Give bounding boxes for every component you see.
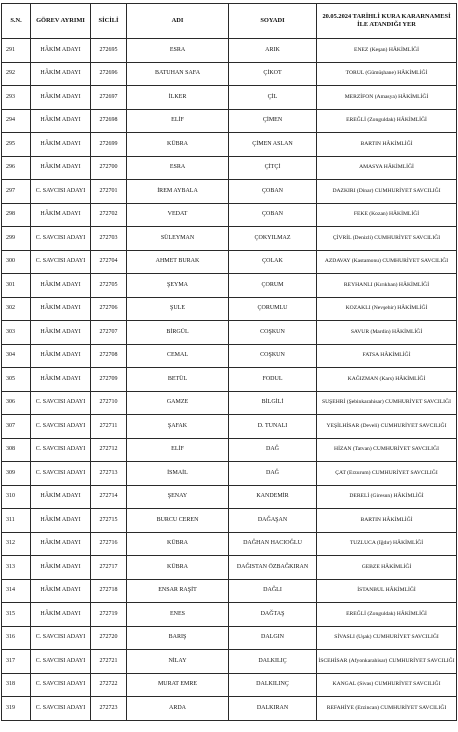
cell-registry: 272716: [91, 532, 127, 556]
cell-registry: 272713: [91, 462, 127, 486]
table-row: [2, 133, 457, 157]
table-row: [2, 626, 457, 650]
cell-role: HÂKİM ADAYI: [31, 485, 91, 509]
cell-assigned-place: TUZLUCA (Iğdır) HÂKİMLİĞİ: [317, 532, 457, 556]
cell-assigned-place: KAĞIZMAN (Kars) HÂKİMLİĞİ: [317, 368, 457, 392]
cell-name: MURAT EMRE: [127, 673, 229, 697]
cell-sn: 294: [2, 109, 31, 133]
table-row: [2, 438, 457, 462]
cell-role: HÂKİM ADAYI: [31, 321, 91, 345]
cell-surname: ÇİKOT: [229, 62, 317, 86]
table-row: [2, 156, 457, 180]
cell-role: HÂKİM ADAYI: [31, 368, 91, 392]
table-row: [2, 532, 457, 556]
cell-sn: 292: [2, 62, 31, 86]
cell-sn: 311: [2, 509, 31, 533]
cell-registry: 272715: [91, 509, 127, 533]
cell-surname: DAĞTAŞ: [229, 603, 317, 627]
cell-assigned-place: ÇAT (Erzurum) CUMHURİYET SAVCILIĞI: [317, 462, 457, 486]
cell-sn: 307: [2, 415, 31, 439]
header-role: GÖREV AYRIMI: [31, 4, 91, 39]
cell-role: C. SAVCISI ADAYI: [31, 462, 91, 486]
cell-name: İLKER: [127, 86, 229, 110]
cell-name: ELİF: [127, 438, 229, 462]
header-registry: SİCİLİ: [91, 4, 127, 39]
cell-surname: DAĞ: [229, 438, 317, 462]
header-surname: SOYADI: [229, 4, 317, 39]
cell-registry: 272722: [91, 673, 127, 697]
cell-surname: ÇORUMLU: [229, 297, 317, 321]
cell-registry: 272709: [91, 368, 127, 392]
cell-sn: 305: [2, 368, 31, 392]
cell-assigned-place: İSTANBUL HÂKİMLİĞİ: [317, 579, 457, 603]
cell-sn: 300: [2, 250, 31, 274]
cell-assigned-place: BARTIN HÂKİMLİĞİ: [317, 133, 457, 157]
cell-role: HÂKİM ADAYI: [31, 274, 91, 298]
cell-surname: DAĞISTAN ÖZBAĞKIRAN: [229, 556, 317, 580]
table-row: [2, 697, 457, 721]
cell-surname: D. TUNALI: [229, 415, 317, 439]
cell-surname: ÇİMEN: [229, 109, 317, 133]
assignment-table: [1, 3, 457, 721]
table-row: [2, 462, 457, 486]
cell-registry: 272704: [91, 250, 127, 274]
cell-registry: 272723: [91, 697, 127, 721]
cell-assigned-place: ENEZ (Keşan) HÂKİMLİĞİ: [317, 39, 457, 63]
cell-surname: DALKILINÇ: [229, 673, 317, 697]
table-row: [2, 297, 457, 321]
cell-sn: 316: [2, 626, 31, 650]
cell-surname: COŞKUN: [229, 321, 317, 345]
cell-name: ENSAR RAŞİT: [127, 579, 229, 603]
cell-registry: 272706: [91, 297, 127, 321]
cell-name: İSMAİL: [127, 462, 229, 486]
cell-sn: 299: [2, 227, 31, 251]
cell-assigned-place: İSCEHİSAR (Afyonkarahisar) CUMHURİYET SAVCILIĞI: [317, 650, 457, 674]
table-row: [2, 368, 457, 392]
cell-surname: ÇİTÇİ: [229, 156, 317, 180]
cell-role: C. SAVCISI ADAYI: [31, 227, 91, 251]
cell-surname: ÇOBAN: [229, 203, 317, 227]
cell-sn: 301: [2, 274, 31, 298]
cell-name: ESRA: [127, 156, 229, 180]
cell-registry: 272699: [91, 133, 127, 157]
cell-sn: 298: [2, 203, 31, 227]
cell-role: HÂKİM ADAYI: [31, 39, 91, 63]
cell-name: KÜBRA: [127, 532, 229, 556]
cell-name: BATUHAN SAFA: [127, 62, 229, 86]
cell-surname: ÇOKYILMAZ: [229, 227, 317, 251]
cell-registry: 272712: [91, 438, 127, 462]
cell-registry: 272703: [91, 227, 127, 251]
cell-sn: 313: [2, 556, 31, 580]
cell-role: C. SAVCISI ADAYI: [31, 626, 91, 650]
table-row: [2, 109, 457, 133]
cell-name: BURCU CEREN: [127, 509, 229, 533]
cell-role: HÂKİM ADAYI: [31, 109, 91, 133]
cell-name: ESRA: [127, 39, 229, 63]
cell-assigned-place: EREĞLİ (Zonguldak) HÂKİMLİĞİ: [317, 603, 457, 627]
header-sn: S.N.: [2, 4, 31, 39]
cell-surname: DAĞAŞAN: [229, 509, 317, 533]
cell-sn: 295: [2, 133, 31, 157]
cell-registry: 272718: [91, 579, 127, 603]
cell-registry: 272721: [91, 650, 127, 674]
cell-assigned-place: SİVASLI (Uşak) CUMHURİYET SAVCILIĞI: [317, 626, 457, 650]
cell-role: C. SAVCISI ADAYI: [31, 415, 91, 439]
cell-name: BİRGÜL: [127, 321, 229, 345]
cell-assigned-place: KANGAL (Sivas) CUMHURİYET SAVCILIĞI: [317, 673, 457, 697]
cell-assigned-place: AZDAVAY (Kastamonu) CUMHURİYET SAVCILIĞI: [317, 250, 457, 274]
table-row: [2, 274, 457, 298]
cell-registry: 272710: [91, 391, 127, 415]
cell-registry: 272701: [91, 180, 127, 204]
cell-name: CEMAL: [127, 344, 229, 368]
cell-sn: 312: [2, 532, 31, 556]
cell-assigned-place: SAVUR (Mardin) HÂKİMLİĞİ: [317, 321, 457, 345]
cell-registry: 272719: [91, 603, 127, 627]
table-row: [2, 203, 457, 227]
cell-role: HÂKİM ADAYI: [31, 579, 91, 603]
cell-role: C. SAVCISI ADAYI: [31, 180, 91, 204]
cell-assigned-place: FATSA HÂKİMLİĞİ: [317, 344, 457, 368]
table-row: [2, 650, 457, 674]
cell-assigned-place: SUŞEHRİ (Şebinkarahisar) CUMHURİYET SAVCILIĞI: [317, 391, 457, 415]
cell-surname: KANDEMİR: [229, 485, 317, 509]
cell-name: ELİF: [127, 109, 229, 133]
cell-role: C. SAVCISI ADAYI: [31, 391, 91, 415]
cell-assigned-place: HİZAN (Tatvan) CUMHURİYET SAVCILIĞI: [317, 438, 457, 462]
cell-sn: 302: [2, 297, 31, 321]
cell-assigned-place: REFAHİYE (Erzincan) CUMHURİYET SAVCILIĞI: [317, 697, 457, 721]
table-row: [2, 509, 457, 533]
cell-registry: 272698: [91, 109, 127, 133]
cell-assigned-place: DERELİ (Giresun) HÂKİMLİĞİ: [317, 485, 457, 509]
cell-registry: 272708: [91, 344, 127, 368]
cell-name: ŞEYMA: [127, 274, 229, 298]
cell-role: C. SAVCISI ADAYI: [31, 650, 91, 674]
cell-name: AHMET BURAK: [127, 250, 229, 274]
table-row: [2, 556, 457, 580]
cell-role: HÂKİM ADAYI: [31, 297, 91, 321]
cell-sn: 297: [2, 180, 31, 204]
cell-surname: ÇORUM: [229, 274, 317, 298]
cell-name: KÜBRA: [127, 556, 229, 580]
cell-role: HÂKİM ADAYI: [31, 532, 91, 556]
cell-name: ARDA: [127, 697, 229, 721]
cell-registry: 272717: [91, 556, 127, 580]
table-row: [2, 86, 457, 110]
cell-role: HÂKİM ADAYI: [31, 156, 91, 180]
cell-surname: DALGIN: [229, 626, 317, 650]
cell-assigned-place: MERZİFON (Amasya) HÂKİMLİĞİ: [317, 86, 457, 110]
cell-surname: DAĞHAN HACIOĞLU: [229, 532, 317, 556]
table-row: [2, 579, 457, 603]
table-header: [2, 4, 457, 39]
cell-surname: DALKIRAN: [229, 697, 317, 721]
cell-role: HÂKİM ADAYI: [31, 603, 91, 627]
cell-name: ŞAFAK: [127, 415, 229, 439]
cell-registry: 272702: [91, 203, 127, 227]
cell-name: BARIŞ: [127, 626, 229, 650]
cell-sn: 306: [2, 391, 31, 415]
table-row: [2, 391, 457, 415]
cell-assigned-place: TORUL (Gümüşhane) HÂKİMLİĞİ: [317, 62, 457, 86]
cell-assigned-place: REYHANLI (Kırıkhan) HÂKİMLİĞİ: [317, 274, 457, 298]
cell-sn: 314: [2, 579, 31, 603]
cell-sn: 304: [2, 344, 31, 368]
cell-role: HÂKİM ADAYI: [31, 344, 91, 368]
cell-name: ŞULE: [127, 297, 229, 321]
cell-surname: ÇİL: [229, 86, 317, 110]
cell-sn: 296: [2, 156, 31, 180]
cell-role: HÂKİM ADAYI: [31, 509, 91, 533]
cell-assigned-place: GEBZE HÂKİMLİĞİ: [317, 556, 457, 580]
table-row: [2, 321, 457, 345]
header-name: ADI: [127, 4, 229, 39]
cell-sn: 319: [2, 697, 31, 721]
cell-registry: 272714: [91, 485, 127, 509]
cell-sn: 291: [2, 39, 31, 63]
cell-name: SÜLEYMAN: [127, 227, 229, 251]
table-row: [2, 415, 457, 439]
cell-surname: ARIK: [229, 39, 317, 63]
cell-assigned-place: AMASYA HÂKİMLİĞİ: [317, 156, 457, 180]
cell-name: BETÜL: [127, 368, 229, 392]
cell-sn: 308: [2, 438, 31, 462]
cell-surname: COŞKUN: [229, 344, 317, 368]
cell-name: GAMZE: [127, 391, 229, 415]
table-row: [2, 39, 457, 63]
cell-role: HÂKİM ADAYI: [31, 203, 91, 227]
cell-surname: FODUL: [229, 368, 317, 392]
cell-surname: DALKILIÇ: [229, 650, 317, 674]
cell-role: C. SAVCISI ADAYI: [31, 673, 91, 697]
cell-registry: 272707: [91, 321, 127, 345]
cell-role: C. SAVCISI ADAYI: [31, 438, 91, 462]
cell-assigned-place: ÇİVRİL (Denizli) CUMHURİYET SAVCILIĞI: [317, 227, 457, 251]
cell-sn: 318: [2, 673, 31, 697]
cell-name: KÜBRA: [127, 133, 229, 157]
cell-assigned-place: FEKE (Kozan) HÂKİMLİĞİ: [317, 203, 457, 227]
table-row: [2, 250, 457, 274]
table-row: [2, 62, 457, 86]
cell-role: C. SAVCISI ADAYI: [31, 697, 91, 721]
cell-sn: 317: [2, 650, 31, 674]
table-row: [2, 673, 457, 697]
cell-name: NİLAY: [127, 650, 229, 674]
table-row: [2, 227, 457, 251]
cell-role: HÂKİM ADAYI: [31, 86, 91, 110]
table-row: [2, 180, 457, 204]
cell-assigned-place: BARTIN HÂKİMLİĞİ: [317, 509, 457, 533]
table-body: [2, 39, 457, 721]
table-row: [2, 485, 457, 509]
cell-name: ENES: [127, 603, 229, 627]
table-row: [2, 344, 457, 368]
cell-name: ŞENAY: [127, 485, 229, 509]
cell-assigned-place: EREĞLİ (Zonguldak) HÂKİMLİĞİ: [317, 109, 457, 133]
header-row: [2, 4, 457, 39]
cell-name: İREM AYBALA: [127, 180, 229, 204]
cell-sn: 310: [2, 485, 31, 509]
cell-role: HÂKİM ADAYI: [31, 62, 91, 86]
cell-role: C. SAVCISI ADAYI: [31, 250, 91, 274]
cell-role: HÂKİM ADAYI: [31, 556, 91, 580]
cell-role: HÂKİM ADAYI: [31, 133, 91, 157]
cell-sn: 303: [2, 321, 31, 345]
cell-surname: DAĞLI: [229, 579, 317, 603]
cell-registry: 272700: [91, 156, 127, 180]
cell-surname: DAĞ: [229, 462, 317, 486]
cell-assigned-place: DAZKIRI (Dinar) CUMHURİYET SAVCILIĞI: [317, 180, 457, 204]
cell-name: VEDAT: [127, 203, 229, 227]
cell-sn: 315: [2, 603, 31, 627]
cell-registry: 272695: [91, 39, 127, 63]
cell-assigned-place: YEŞİLHİSAR (Develi) CUMHURİYET SAVCILIĞI: [317, 415, 457, 439]
cell-registry: 272696: [91, 62, 127, 86]
cell-surname: ÇOBAN: [229, 180, 317, 204]
cell-surname: BİLGİLİ: [229, 391, 317, 415]
cell-registry: 272720: [91, 626, 127, 650]
cell-sn: 309: [2, 462, 31, 486]
header-assigned-place: 20.05.2024 TARİHLİ KURA KARARNAMESİ İLE ATANDIĞI YER: [317, 4, 457, 39]
cell-registry: 272697: [91, 86, 127, 110]
cell-assigned-place: KOZAKLI (Nevşehir) HÂKİMLİĞİ: [317, 297, 457, 321]
table-row: [2, 603, 457, 627]
cell-surname: ÇOLAK: [229, 250, 317, 274]
cell-registry: 272711: [91, 415, 127, 439]
cell-sn: 293: [2, 86, 31, 110]
cell-registry: 272705: [91, 274, 127, 298]
cell-surname: ÇİMEN ASLAN: [229, 133, 317, 157]
